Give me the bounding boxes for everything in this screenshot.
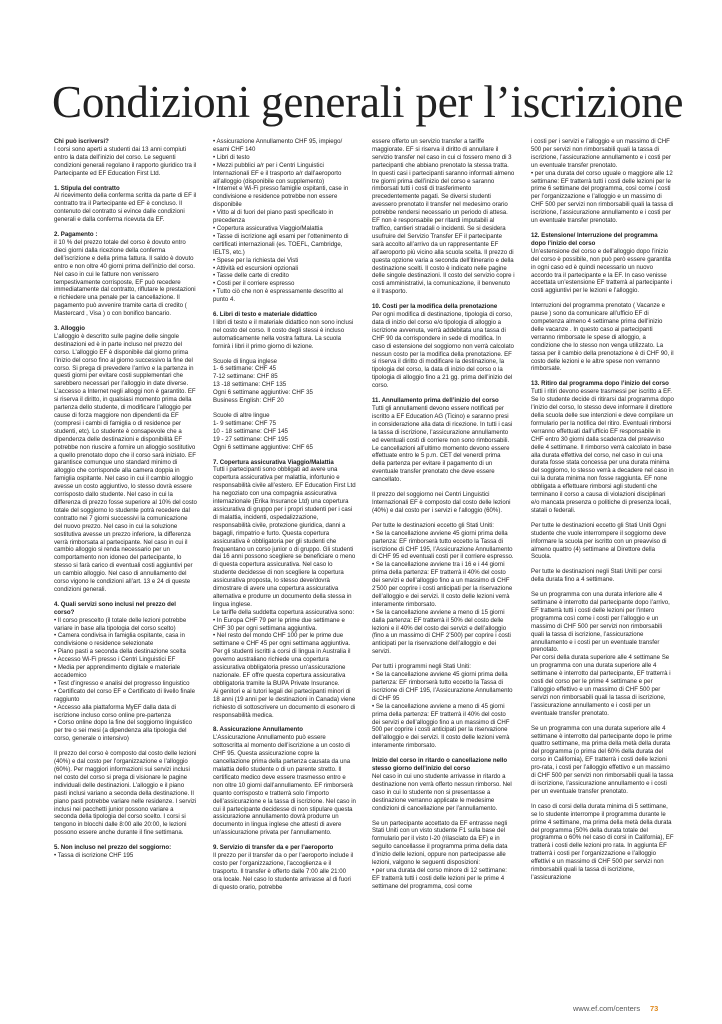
section-text: Tutti gli annullamenti devono essere notificati per iscritto a EF Education AG (Ticino) e saranno presi in considerazione alla data di ricezione. In tutti i casi la tassa di iscrizione, l’assicurazione annullamento ed eventuali costi di corriere non sono rimborsabili. Le cancellazioni all’ultimo momento devono essere effettuate entro le 5 p.m. CET del venerdì prima della partenza per evitare il pagamento di un eventuale transfer prenotato che deve essere cancellato. (372, 405, 513, 484)
section-text: I libri di testo e il materiale didattico non sono inclusi nel costo del corso. Il costo degli stessi è incluso automaticamente nella vostra fattura. La scuola fornirà i libri il primo giorno di lezione. (213, 318, 354, 350)
terms-section (372, 522, 515, 656)
section-heading: 11. Annullamento prima dell’inizio del corso (372, 397, 499, 405)
terms-section (372, 303, 515, 390)
section-text: L’Assicurazione Annullamento può essere sottoscritta al momento dell’iscrizione a un costo di CHF 95. Questa assicurazione copre la cancellazione prima della partenza causata da una malattia dello studente o di un parente stretto. Il certificato medico deve essere trasmesso entro e non oltre 10 giorni dall’annullamento. EF rimborserà quanto corrisposto e tratterrà solo l’importo dell’assicurazione e la tassa di iscrizione. Nel caso in cui il partecipante decidesse di non stipulare questa assicurazione annullamento dovrà produrre un documento in lingua inglese che attesti di avere un’assicurazione privata per l’annullamento. (213, 734, 356, 837)
page-number: 73 (650, 1004, 659, 1013)
terms-section (531, 138, 674, 225)
terms-section (372, 138, 515, 296)
section-heading: 12. Estensione/ Interruzione del programma dopo l’inizio del corso (531, 231, 658, 247)
section-heading: 3. Alloggio (54, 325, 85, 333)
terms-section (54, 601, 197, 743)
page-title: Condizioni generali per l’iscrizione (52, 77, 684, 127)
section-text: Il prezzo del corso è composto dal costo delle lezioni (40%) e dal costo per l’organizzazione e l’alloggio (60%). Per maggiori informazioni sui servizi inclusi nel costo del corso si prega di visionare le pagine individuali delle destinazioni. L’alloggio e il piano pasti inclusi variano a seconda della destinazione. Il piano pasti potrebbe variare nelle residenze. I servizi inclusi nei pacchetti junior possono variare a seconda della tipologia del corso scelto. I corsi si tengono in blocchi dalle 8:00 alle 20:00, le lezioni possono essere anche durante il fine settimana. (54, 750, 197, 837)
section-text: Per tutte le destinazioni eccetto gli Stati Uniti Ogni studente che vuole interrompere il soggiorno deve informare la scuola per iscritto con un preavviso di almeno quattro (4) settimane al Direttore della Scuola. (531, 521, 667, 561)
terms-section (54, 231, 197, 318)
column-1 (54, 138, 197, 998)
terms-section (531, 302, 674, 373)
section-text: il 10 % del prezzo totale del corso è dovuto entro dieci giorni dalla ricezione della conferma dell’iscrizione e della prima fattura. Il saldo è dovuto entro e non oltre 40 giorni prima dell’inizio del corso. Nel caso in cui le fatture non venissero tempestivamente corrisposte, EF può recedere immediatamente dal contratto, riflutare le prestazioni e richiedere una penale per la cancellazione. Il pagamento può avvenire tramite carta di credito ( Mastercard , Visa ) o con bonifico bancario. (54, 238, 196, 318)
section-heading: 13. Ritiro dal programma dopo l’inizio del corso (531, 380, 669, 388)
terms-section (531, 803, 674, 882)
column-3 (372, 138, 515, 998)
section-heading: 9. Servizio di transfer da e per l’aeroporto (213, 844, 334, 852)
terms-section (213, 138, 356, 304)
section-heading: 8. Assicurazione Annullamento (213, 726, 303, 734)
section-heading: Inizio del corso in ritardo o cancellazione nello stesso giorno dell’inizio del corso (372, 757, 508, 773)
terms-section (213, 844, 356, 891)
section-heading: 10. Costi per la modifica della prenotazione (372, 303, 498, 311)
section-text: essere offerto un servizio transfer a tariffe maggiorate. EF si riserva il diritto di annullare il servizio transfer nel caso in cui ci fossero meno di 3 partecipanti che abbiano prenotato la stessa tratta. In questi casi i partecipanti saranno informati almeno tre giorni prima dell’inizio del corso e saranno rimborsati tutti i costi di trasferimento precedentemente pagati. Se diversi studenti avessero prenotato il transfer nel medesimo orario potrebbe rendersi necessario un periodo di attesa. EF non è responsabile per ritardi imputabili al traffico, cantieri stradali o incidenti. Se si desidera usufruire del Servizio Transfer EF il partecipante sarà accolto all’arrivo da un rappresentante EF all’aeroporto più vicino alla scuola scelta. Il prezzo di questa opzione varia a seconda dell’itinerario e della destinazione scelti. Il costo è indicato nelle pagine delle singole destinazioni. Il costo del servizio copre i costi amministrativi, la comunicazione, il benvenuto e il trasporto. (372, 138, 515, 296)
terms-section (372, 491, 515, 515)
page-footer (0, 1004, 722, 1016)
terms-section (531, 522, 674, 562)
section-heading: 6. Libri di testo e materiale didattico (213, 311, 317, 319)
section-text: Per tutte le destinazioni negli Stati Uniti per corsi della durata fino a 4 settimane. (531, 568, 662, 584)
terms-section (372, 820, 515, 891)
section-heading: 5. Non incluso nel prezzo del soggiorno: (54, 844, 172, 852)
terms-section (54, 185, 197, 225)
terms-section (372, 663, 515, 750)
section-heading: 7. Copertura assicurativa Viaggio/Malattia (213, 458, 334, 466)
section-text: L’alloggio è descritto sulle pagine delle singole destinazioni ed è in parte incluso nel prezzo del corso. L’alloggio EF è disponibile dal giorno prima l’inizio del corso fino al giorno successivo la fine del corso. Si prega di prevedere l’arrivo e la partenza in questi giorni per evitare costi supplementari che sarebbero necessari per l’alloggio in date diverse. L’accesso a Internet negli alloggi non è garantito. EF si riserva il diritto, in qualsiasi momento prima della partenza dello studente, di modificare l’alloggio per cause di forza maggiore non dipendenti da EF (compresi i cambi di famiglia o di residence per studenti, etc). Lo studente è consapevole che a dipendenza delle destinazioni e disponibilità EF potrebbe non riuscire a fornire un alloggio sostitutivo a quello prenotato dopo che il corso sarà iniziato. EF garantisce comunque uno standard minimo di alloggio che corrisponde alla camera doppia in famiglia ospitante. Nel caso in cui il cambio alloggio avesse un costo aggiuntivo, lo stesso dovrà essere corrisposto dallo studente. Nel caso in cui la differenza di prezzo fosse superiore al 10% del costo totale del soggiorno lo studente potrà recedere dal contratto nei 7 giorni successivi la comunicazione del nuovo prezzo. Nel caso in cui la soluzione sostitutiva avesse un prezzo inferiore, la differenza verrà rimborsata al partecipante. Nel caso in cui il cambio alloggio si renda necessario per un comportamento non idoneo del partecipante, lo stesso si farà carico di eventuali costi aggiuntivi per un cambio alloggio. Nel caso di annullamento del corso vigono le condizioni all’art. 13 e 24 di queste condizioni generali. (54, 332, 197, 593)
terms-section (372, 397, 515, 484)
section-text: Il prezzo per il transfer da o per l’aeroporto include il costo per l’organizzazione, l’accoglienza e il trasporto. Il transfer è offerto dalle 7:00 alle 21:00 ora locale. Nel caso lo studente arrivasse al di fuori di questo orario, potrebbe (213, 852, 354, 891)
terms-section (531, 380, 674, 514)
terms-section (54, 138, 197, 178)
terms-section (531, 725, 674, 796)
terms-columns (54, 138, 674, 998)
terms-section (54, 325, 197, 594)
terms-section (372, 757, 515, 812)
section-heading: 4. Quali servizi sono inclusi nel prezzo del corso? (54, 600, 176, 616)
section-text: Se un programma con una durata inferiore alle 4 settimane è interrotto dal partecipante dopo l’arrivo, EF tratterrà tutti i costi delle lezioni per l’intero programma così come i costi per l’alloggio e un massimo di CHF 500 per servizi non rimborsabili quali la tassa di iscrizione, l’assicurazione annullamento e i costi per un eventuale transfer prenotato. Per corsi della durata superiore alle 4 settimane Se un programma con una durata superiore alle 4 settimane è interrotto dal partecipante, EF tratterrà i costi del corso per le prime 4 settimane e per l’alloggio effettivo e un massimo di CHF 500 per servizi non rimborsabili quali la tassa di iscrizione, l’assicurazione annullamento e i costi per un eventuale transfer prenotato. (531, 591, 671, 717)
section-text: Al ricevimento della conferma scritta da parte di EF il contratto tra il Partecipante ed EF è concluso. Il contenuto del contratto si evince dalle condizioni generali e dalla conferma ricevuta da EF. (54, 192, 197, 224)
section-heading: Chi può iscriversi? (54, 138, 109, 145)
section-text: • Assicurazione Annullamento CHF 95, impiego/ esami CHF 140 • Libri di testo • Mezzi pubblici a/r per i Centri Linguistici Internazionali EF e il trasporto a/r dall’aeroporto all’alloggio (disponibile con supplemento) • Internet e Wi-Fi presso famiglie ospitanti, case in condivisione e residence potrebbe non essere disponibile • Vitto al di fuori del piano pasti specificato in precedenza • Copertura assicurativa Viaggio/Malattia • Tasse di iscrizione agli esami per l’ottenimento di certificati internazionali (es. TOEFL, Cambridge, IELTS, etc.) • Spese per la richiesta dei Visti • Attività ed escursioni opzionali • Tasse delle carte di credito • Costi per il corriere espresso • Tutto ciò che non è espressamente descritto al punto 4. (213, 138, 349, 304)
column-2 (213, 138, 356, 998)
terms-section (54, 750, 197, 837)
terms-section (213, 726, 356, 837)
section-text: Scuole di lingua inglese 1- 6 settimane: CHF 45 7-12 settimane: CHF 85 13 -18 settimane: CHF 135 Ogni 6 settimane aggiuntive: CHF 35 Business English: CHF 20 (213, 357, 313, 405)
section-text: Se un partecipante accettato da EF entrasse negli Stati Uniti con un visto studente F1 sulla base del formulario per il visto I-20 (rilasciato da EF) e in seguito cancellasse il programma prima della data d’inizio delle lezioni, oppure non partecipasse alle lezioni, valgono le seguenti disposizioni: • per una durata del corso minore di 12 settimane: EF tratterrà tutti i costi delle lezioni per le prime 4 settimane del programma, così come (372, 819, 508, 890)
section-text: I corsi sono aperti a studenti dai 13 anni compiuti entro la data dell’inizio del corso. Le seguenti condizioni generali regolano il rapporto giuridico tra il Partecipante ed EF Education First Ltd. (54, 145, 197, 177)
section-text: Nel caso in cui uno studente arrivasse in ritardo a destinazione non verrà offerto nessun rimborso. Nel caso in cui lo studente non si presentasse a destinazione verranno applicate le medesime condizioni di cancellazione per l’annullamento. (372, 772, 512, 812)
section-text: i costi per i servizi e l’alloggio e un massimo di CHF 500 per servizi non rimborsabili quali la tassa di iscrizione, l’assicurazione annullamento e i costi per un eventuale transfer prenotato. • per una durata del corso uguale o maggiore alle 12 settimane: EF tratterrà tutti i costi delle lezioni per le prime 6 settimane del programma, così come i costi per l’organizzazione e l’alloggio e un massimo di CHF 500 per servizi non rimborsabili quali la tassa di iscrizione, l’assicurazione annullamento e i costi per un eventuale transfer prenotato. (531, 138, 674, 225)
terms-section (54, 844, 197, 860)
terms-section (531, 591, 674, 718)
section-text: • Il corso prescelto (il totale delle lezioni potrebbe variare in base alla tipologia del corso scelto) • Camera condivisa in famiglia ospitante, casa in condivisione o residence selezionate • Piano pasti a seconda della destinazione scelta • Accesso Wi-Fi presso i Centri Linguistici EF • Media per apprendimento digitale e materiale accademico • Test d’ingresso e analisi del progresso linguistico • Certificato del corso EF e Certificato di livello finale raggiunto • Accesso alla piattaforma MyEF dalla data di iscrizione incluso corso online pre-partenza • Corso online dopo la fine del soggiorno linguistico per tre o sei mesi (a dipendenza alla tipologia del corso, generale o intensivo) (54, 616, 195, 743)
terms-section (213, 459, 356, 720)
footer-url[interactable]: www.ef.com/centers (573, 1004, 641, 1013)
section-text: Se un programma con una durata superiore alle 4 settimane è interrotto dal partecipante dopo le prime quattro settimane, ma prima della metà della durata del programma (o prima del 60% della durata del corso in California), EF tratterrà i costi delle lezioni pro-rata, i costi per l’alloggio effettivo e un massimo di CHF 500 per servizi non rimborsabili quali la tassa di iscrizione, l’assicurazione annullamento e i costi per un eventuale transfer prenotato. (531, 724, 674, 795)
terms-section (213, 412, 356, 452)
section-text: Tutti i partecipanti sono obbligati ad avere una copertura assicurativa per malattia, infortunio e responsabilità civile all’estero. EF Education First Ltd ha negoziato con una compagnia assicurativa internazionale (Erika Insurance Ltd) una copertura assicurativa di gruppo per i propri studenti per i casi di malattia, incidenti, ospedalizzazione, responsabilità civile, protezione giuridica, danni a bagagli, rimpatrio e furto. Questa copertura assicurativa è obbligatoria per gli studenti che frequentano un corso junior o di gruppo. Gli studenti dai 16 anni possono scegliere se beneficiare o meno di questa copertura assicurativa. Nel caso lo studente decidesse di non scegliere la copertura assicurativa proposta, lo stesso deve/dovrà dimostrare di avere una copertura assicurativa alternativa e produrre un documento della stessa in lingua inglese. Le tariffe della suddetta copertura assicurativa sono: • In Europa CHF 79 per le prime due settimane e CHF 30 per ogni settimana aggiuntiva. • Nel resto del mondo CHF 100 per le prime due settimane e CHF 45 per ogni settimana aggiuntiva. Per gli studenti iscritti a corsi di lingua in Australia il governo australiano richiede una copertura assicurativa obbligatoria presso un’assicurazione nazionale. EF offre questa copertura assicurativa obbligatoria tramite la BUPA Private Insurance. Ai genitori e ai tutori legali dei partecipanti minori di 18 anni (19 anni per le destinazioni in Canada) viene richiesto di sottoscrivere un documento di esonero di responsabilità medica. (213, 466, 356, 719)
terms-section (213, 358, 356, 405)
section-text: Tutti i ritiri devono essere trasmessi per iscritto a EF. Se lo studente decide di ritirarsi dal programma dopo l’inizio del corso, lo stesso deve informare il direttore della scuola delle sue intenzioni e deve compilare un formulario per la notifica del ritiro. Eventuali rimborsi verranno effettuati dall’ufficio EF responsabile in CHF entro 30 giorni dalla scadenza del preavviso delle 4 settimane. Il rimborso verrà calcolato in base alla durata effettiva del corso, nel caso in cui una durata fosse stata concessa per una durata minima del soggiorno, lo stesso verrà a decadere nel caso in cui la durata minima non fosse raggiunta. EF none obbligata a effettuare rimborsi agli studenti che terminano il corso a causa di violazioni disciplinari e/o mancata presenza o politiche di presenza locali, statali o federali. (531, 388, 674, 514)
terms-section (531, 232, 674, 295)
section-text: Interruzioni del programma prenotato ( Vacanze e pause ) sono da comunicare all’ufficio EF di competenza almeno 4 settimane prima dell’inizio delle vacanze . In questo caso ai partecipanti verranno rimborsate le spese di alloggio, a condizione che lo stesso non venga utilizzato. La tassa per il cambio della prenotazione è di CHF 90, il costo delle lezioni e le altre spese non verranno rimborsate. (531, 302, 674, 373)
section-text: Un’estensione del corso e dell’alloggio dopo l’inizio del corso è possibile, non può però essere garantita in ogni caso ed è quindi necessario un nuovo accordo tra il partecipante e la EF. In caso venisse accettata un’estensione EF tratterrà al partecipante i costi aggiuntivi per le lezioni e l’alloggio. (531, 247, 673, 295)
terms-section (531, 568, 674, 584)
section-text: In caso di corsi della durata minima di 5 settimane, se lo studente interrompe il programma durante le prime 4 settimane, ma prima della metà della durata del programma (50% della durata totale del programma o 60% nel caso di corsi in California), EF tratterà i costi delle lezioni pro rata. In aggiunta EF tratterrà i costi per l’organizzazione e l’alloggio effettivi e un massimo di CHF 500 per servizi non rimborsabili quali la tassa di iscrizione, l’assicurazione (531, 802, 674, 881)
section-text: Il prezzo del soggiorno nei Centri Linguistici Internazionali EF è composto dal costo delle lezioni (40%) e dal costo per i servizi e l’alloggio (60%). (372, 491, 511, 514)
section-heading: 1. Stipula del contratto (54, 184, 120, 192)
section-text: Per tutte le destinazioni eccetto gli Stati Uniti: • Se la cancellazione avviene 45 giorni prima della partenza: EF rimborserà tutto eccetto la Tassa di iscrizione di CHF 195, l’Assicurazione Annullamento di CHF 95 ed eventuali costi per il corriere espresso. • Se la cancellazione avviene tra i 16 e i 44 giorni prima della partenza: EF tratterrà il 40% del costo dei servizi e dell’alloggio fino a un massimo di CHF 2’500 per coprire i costi anticipati per la riservazione dell’alloggio e dei servizi. Il costo delle lezioni verrà interamente rimborsato. • Se la cancellazione avviene a meno di 15 giorni dalla partenza: EF tratterrà il 50% del costo delle lezioni e il 40% del costo dei servizi e dell’alloggio (fino a un massimo di CHF 2’500) per coprire i costi anticipati per la riservazione dell’alloggio e dei servizi. (372, 521, 514, 656)
section-text: Scuole di altre lingue 1- 9 settimane: CHF 75 10 - 18 settimane: CHF 145 19 - 27 settimane: CHF 195 Ogni 6 settimane aggiuntive: CHF 65 (213, 412, 313, 451)
column-4 (531, 138, 674, 998)
section-text: • Tassa di iscrizione CHF 195 (54, 852, 134, 860)
section-text: Per tutti i programmi negli Stati Uniti: • Se la cancellazione avviene 45 giorni prima della partenza: EF rimborserà tutto eccetto la Tassa di iscrizione di CHF 195, l’Assicurazione Annullamento di CHF 95 • Se la cancellazione avviene a meno di 45 giorni prima della partenza: EF tratterrà il 40% del costo dei servizi e dell’alloggio fino a un massimo di CHF 500 per coprire i costi anticipati per la riservazione dell’alloggio e dei servizi. Il costo delle lezioni verrà interamente rimborsato. (372, 663, 513, 750)
section-heading: 2. Pagamento : (54, 231, 98, 239)
section-text: Per ogni modifica di destinazione, tipologia di corso, data di inizio del corso e/o tipologia di alloggio a iscrizione avvenuta, verrà addebitata una tassa di CHF 90 da corrispondere in sede di modifica. In caso di estensione del soggiorno non verrà calcolato nessun costo per la modifica della prenotazione. EF si riserva il diritto di modificare la destinazione, la tipologia del corso, la data di inizio del corso o la tipologia di alloggio fino a 21 gg. prima dell’inizio del corso. (372, 311, 514, 390)
terms-section (213, 311, 356, 351)
